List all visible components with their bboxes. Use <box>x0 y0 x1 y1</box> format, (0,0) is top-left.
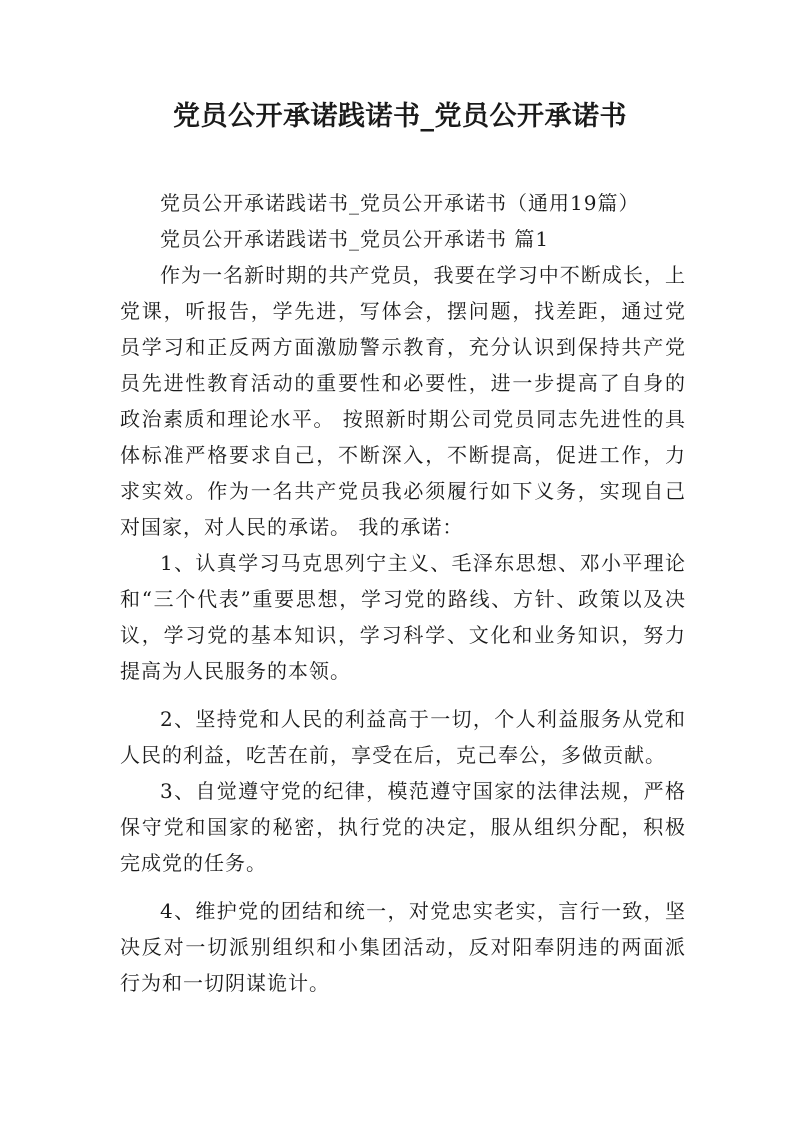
paragraph-commitment-2: 2、坚持党和人民的利益高于一切，个人利益服务从党和人民的利益，吃苦在前，享受在后，克己奉公，多做贡献。 <box>120 707 686 767</box>
section-heading: 党员公开承诺践诺书_党员公开承诺书 篇1 <box>160 227 550 251</box>
paragraph-commitment-1: 1、认真学习马克思列宁主义、毛泽东思想、邓小平理论和“三个代表”重要思想，学习党的路线、方针、政策以及决议，学习党的基本知识，学习科学、文化和业务知识，努力提高为人民服务的本领。 <box>120 551 686 683</box>
document-body <box>120 185 686 1001</box>
document-subtitle: 党员公开承诺践诺书_党员公开承诺书（通用19篇） <box>160 191 640 215</box>
paragraph-intro: 作为一名新时期的共产党员，我要在学习中不断成长，上党课，听报告，学先进，写体会，摆问题，找差距，通过党员学习和正反两方面激励警示教育，充分认识到保持共产党员先进性教育活动的重要性和必要性，进一步提高了自身的政治素质和理论水平。 按照新时期公司党员同志先进性的具体标准严格要求自己，不断深入，不断提高，促进工作，力求实效。作为一名共产党员我必须履行如下义务，实现自己对国家，对人民的承诺。 我的承诺： <box>120 263 686 539</box>
paragraph-commitment-4: 4、维护党的团结和统一，对党忠实老实，言行一致，坚决反对一切派别组织和小集团活动，反对阳奉阴违的两面派行为和一切阴谋诡计。 <box>120 899 686 995</box>
document-title: 党员公开承诺践诺书_党员公开承诺书 <box>173 101 627 132</box>
paragraph-commitment-3: 3、自觉遵守党的纪律，模范遵守国家的法律法规，严格保守党和国家的秘密，执行党的决定，服从组织分配，积极完成党的任务。 <box>120 779 686 875</box>
